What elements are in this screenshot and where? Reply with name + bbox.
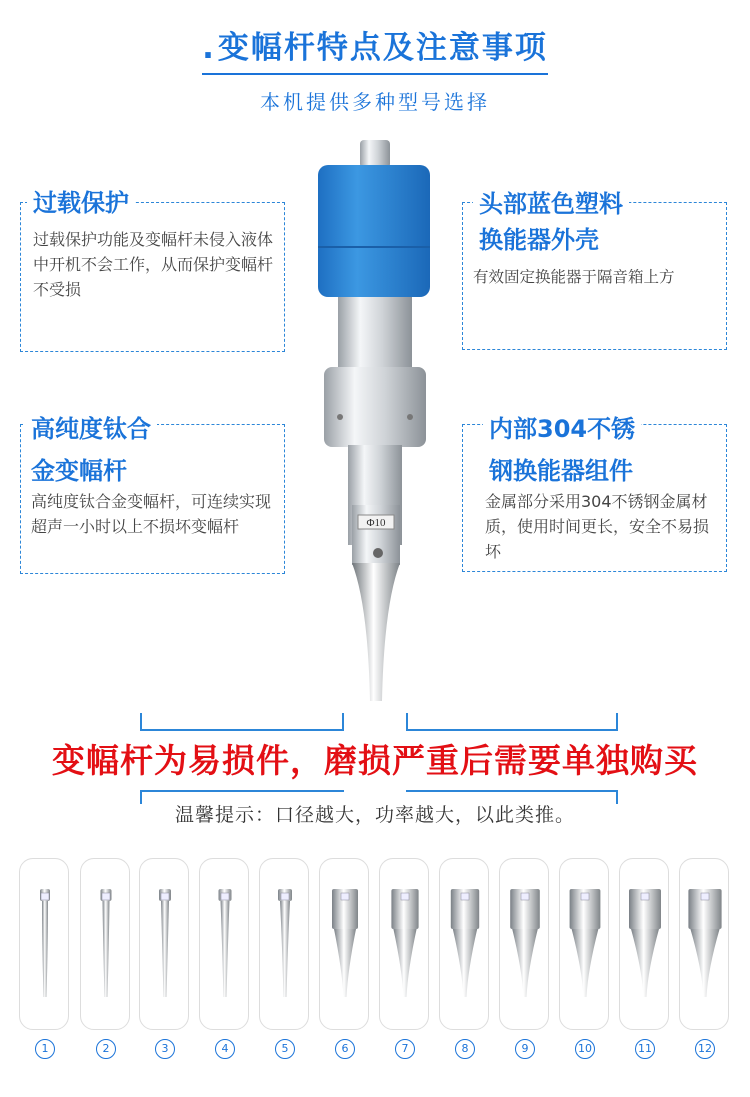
horn-thumbnail-image (500, 859, 548, 1029)
feature-heading: 过载保护 (27, 186, 135, 220)
feature-box-housing (462, 190, 727, 350)
model-number-label: 12 (695, 1039, 715, 1059)
feature-box-titanium (20, 415, 285, 574)
model-number-label: 10 (575, 1039, 595, 1059)
model-thumbnail[interactable] (499, 858, 549, 1030)
horn-label: Φ10 (366, 517, 386, 529)
horn-thumbnail-image (260, 859, 308, 1029)
horn-thumbnail-image (320, 859, 368, 1029)
horn-thumbnail-image (680, 859, 728, 1029)
model-number-label: 6 (335, 1039, 355, 1059)
feature-heading-line1: 内部304不锈 (489, 415, 636, 443)
horn-thumbnail-image (620, 859, 668, 1029)
model-number-label: 4 (215, 1039, 235, 1059)
model-thumbnail[interactable] (199, 858, 249, 1030)
horn-thumbnail-image (81, 859, 129, 1029)
model-thumbnail[interactable] (19, 858, 69, 1030)
model-number-label: 2 (96, 1039, 116, 1059)
model-number-label: 9 (515, 1039, 535, 1059)
title-dot: . (202, 30, 216, 66)
feature-heading (483, 408, 641, 492)
model-number-label: 8 (455, 1039, 475, 1059)
feature-body: 有效固定换能器于隔音箱上方 (473, 268, 675, 286)
feature-body: 金属部分采用304不锈钢金属材质，使用时间更长，安全不易损坏 (485, 492, 710, 561)
model-thumbnail[interactable] (559, 858, 609, 1030)
model-thumbnail[interactable] (319, 858, 369, 1030)
feature-heading-line1: 头部蓝色塑料 (479, 190, 623, 218)
feature-box-overload (20, 189, 285, 352)
model-thumbnail[interactable] (80, 858, 130, 1030)
model-thumbnail[interactable] (619, 858, 669, 1030)
feature-heading-line2: 换能器外壳 (479, 226, 599, 254)
model-number-label: 7 (395, 1039, 415, 1059)
model-thumbnail[interactable] (139, 858, 189, 1030)
feature-heading-line2: 钢换能器组件 (489, 457, 633, 485)
horn-thumbnail-image (200, 859, 248, 1029)
feature-heading (473, 186, 629, 258)
model-thumbnail[interactable] (439, 858, 489, 1030)
feature-heading-line2: 金变幅杆 (31, 457, 127, 485)
horn-thumbnail-image (380, 859, 428, 1029)
feature-body: 过载保护功能及变幅杆未侵入液体中开机不会工作，从而保护变幅杆不受损 (33, 230, 274, 299)
feature-body: 高纯度钛合金变幅杆，可连续实现超声一小时以上不损坏变幅杆 (31, 492, 272, 536)
horn-thumbnail-image (440, 859, 488, 1029)
model-thumbnail[interactable] (259, 858, 309, 1030)
page-title (202, 22, 548, 75)
warning-text: 变幅杆为易损件，磨损严重后需要单独购买 (52, 741, 698, 780)
feature-box-steel (462, 415, 727, 572)
model-number-label: 5 (275, 1039, 295, 1059)
bracket-left (140, 713, 344, 731)
ultrasonic-horn-image (300, 135, 450, 715)
title-block (0, 22, 750, 75)
feature-heading (25, 408, 157, 492)
tip-text: 温馨提示：口径越大，功率越大，以此类推。 (174, 804, 575, 826)
feature-heading-line1: 高纯度钛合 (31, 415, 151, 443)
model-thumbnail[interactable] (379, 858, 429, 1030)
horn-thumbnail-image (560, 859, 608, 1029)
model-number-label: 11 (635, 1039, 655, 1059)
horn-thumbnail-image (20, 859, 68, 1029)
model-thumbnail[interactable] (679, 858, 729, 1030)
bracket-right (406, 713, 618, 731)
model-number-label: 3 (155, 1039, 175, 1059)
title-text: 变幅杆特点及注意事项 (217, 30, 548, 66)
page-subtitle: 本机提供多种型号选择 (260, 90, 490, 114)
model-number-label: 1 (35, 1039, 55, 1059)
horn-thumbnail-image (140, 859, 188, 1029)
